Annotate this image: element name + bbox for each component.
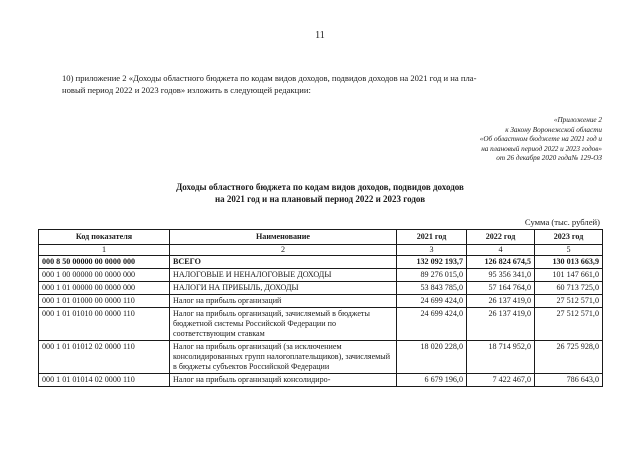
table-row <box>39 269 603 282</box>
table-header-row <box>39 230 603 245</box>
column-index: 4 <box>467 245 535 256</box>
cell-2022: 26 137 419,0 <box>467 308 535 341</box>
intro-line-2: новый период 2022 и 2023 годов» изложить в следующей редакции: <box>62 85 311 95</box>
appendix-reference <box>432 116 602 164</box>
cell-2023: 130 013 663,9 <box>535 256 603 269</box>
appendix-ref-line: «Об областном бюджете на 2021 год и <box>479 135 602 144</box>
title-line-1: Доходы областного бюджета по кодам видов доходов, подвидов доходов <box>176 182 464 192</box>
intro-line-1: 10) приложение 2 «Доходы областного бюджета по кодам видов доходов, подвидов доходов на 2021 год и на пла- <box>62 73 477 83</box>
table-row <box>39 282 603 295</box>
appendix-ref-line: на плановый период 2022 и 2023 годов» <box>481 144 602 153</box>
column-index-row <box>39 245 603 256</box>
table-row <box>39 341 603 374</box>
cell-code: 000 1 01 01012 02 0000 110 <box>39 341 170 374</box>
cell-name: НАЛОГИ НА ПРИБЫЛЬ, ДОХОДЫ <box>170 282 397 295</box>
header-2023: 2023 год <box>535 230 603 245</box>
cell-code: 000 1 01 01000 00 0000 110 <box>39 295 170 308</box>
cell-2023: 27 512 571,0 <box>535 308 603 341</box>
cell-2023: 26 725 928,0 <box>535 341 603 374</box>
header-2022: 2022 год <box>467 230 535 245</box>
cell-2022: 95 356 341,0 <box>467 269 535 282</box>
column-index: 5 <box>535 245 603 256</box>
column-index: 3 <box>397 245 467 256</box>
cell-2022: 57 164 764,0 <box>467 282 535 295</box>
income-table <box>38 229 603 387</box>
document-title <box>0 182 640 205</box>
cell-code: 000 1 01 01014 02 0000 110 <box>39 374 170 387</box>
cell-2023: 27 512 571,0 <box>535 295 603 308</box>
column-index: 2 <box>170 245 397 256</box>
page-number: 11 <box>315 30 325 41</box>
cell-2023: 786 643,0 <box>535 374 603 387</box>
table-row <box>39 295 603 308</box>
title-line-2: на 2021 год и на плановый период 2022 и 2023 годов <box>214 193 426 204</box>
table-row-total <box>39 256 603 269</box>
cell-2021: 24 699 424,0 <box>397 295 467 308</box>
cell-2021: 18 020 228,0 <box>397 341 467 374</box>
units-label: Сумма (тыс. рублей) <box>524 217 600 227</box>
cell-2021: 53 843 785,0 <box>397 282 467 295</box>
cell-2022: 26 137 419,0 <box>467 295 535 308</box>
cell-2021: 24 699 424,0 <box>397 308 467 341</box>
table-row <box>39 308 603 341</box>
intro-paragraph <box>62 72 602 96</box>
cell-code: 000 1 01 01010 00 0000 110 <box>39 308 170 341</box>
header-code: Код показателя <box>39 230 170 245</box>
cell-2022: 18 714 952,0 <box>467 341 535 374</box>
cell-2022: 7 422 467,0 <box>467 374 535 387</box>
cell-code: 000 8 50 00000 00 0000 000 <box>39 256 170 269</box>
appendix-ref-line: к Закону Воронежской области <box>505 125 602 134</box>
cell-name: Налог на прибыль организаций <box>170 295 397 308</box>
cell-name: ВСЕГО <box>170 256 397 269</box>
header-2021: 2021 год <box>397 230 467 245</box>
cell-2023: 60 713 725,0 <box>535 282 603 295</box>
appendix-ref-line: «Приложение 2 <box>553 116 602 124</box>
cell-name: Налог на прибыль организаций, зачисляемый в бюджеты бюджетной системы Российской Федерации по соответствующим ставкам <box>170 308 397 341</box>
cell-2021: 6 679 196,0 <box>397 374 467 387</box>
cell-code: 000 1 01 00000 00 0000 000 <box>39 282 170 295</box>
cell-2023: 101 147 661,0 <box>535 269 603 282</box>
cell-2022: 126 824 674,5 <box>467 256 535 269</box>
header-name: Наименование <box>170 230 397 245</box>
cell-2021: 89 276 015,0 <box>397 269 467 282</box>
table-row <box>39 374 603 387</box>
cell-code: 000 1 00 00000 00 0000 000 <box>39 269 170 282</box>
cell-2021: 132 092 193,7 <box>397 256 467 269</box>
cell-name: НАЛОГОВЫЕ И НЕНАЛОГОВЫЕ ДОХОДЫ <box>170 269 397 282</box>
cell-name: Налог на прибыль организаций (за исключением консолидированных групп налогоплательщиков), зачисляемый в бюджеты субъектов Российской Федерации <box>170 341 397 374</box>
column-index: 1 <box>39 245 170 256</box>
appendix-ref-line: от 26 декабря 2020 года№ 129-ОЗ <box>496 154 602 163</box>
cell-name: Налог на прибыль организаций консолидиро- <box>170 374 397 387</box>
